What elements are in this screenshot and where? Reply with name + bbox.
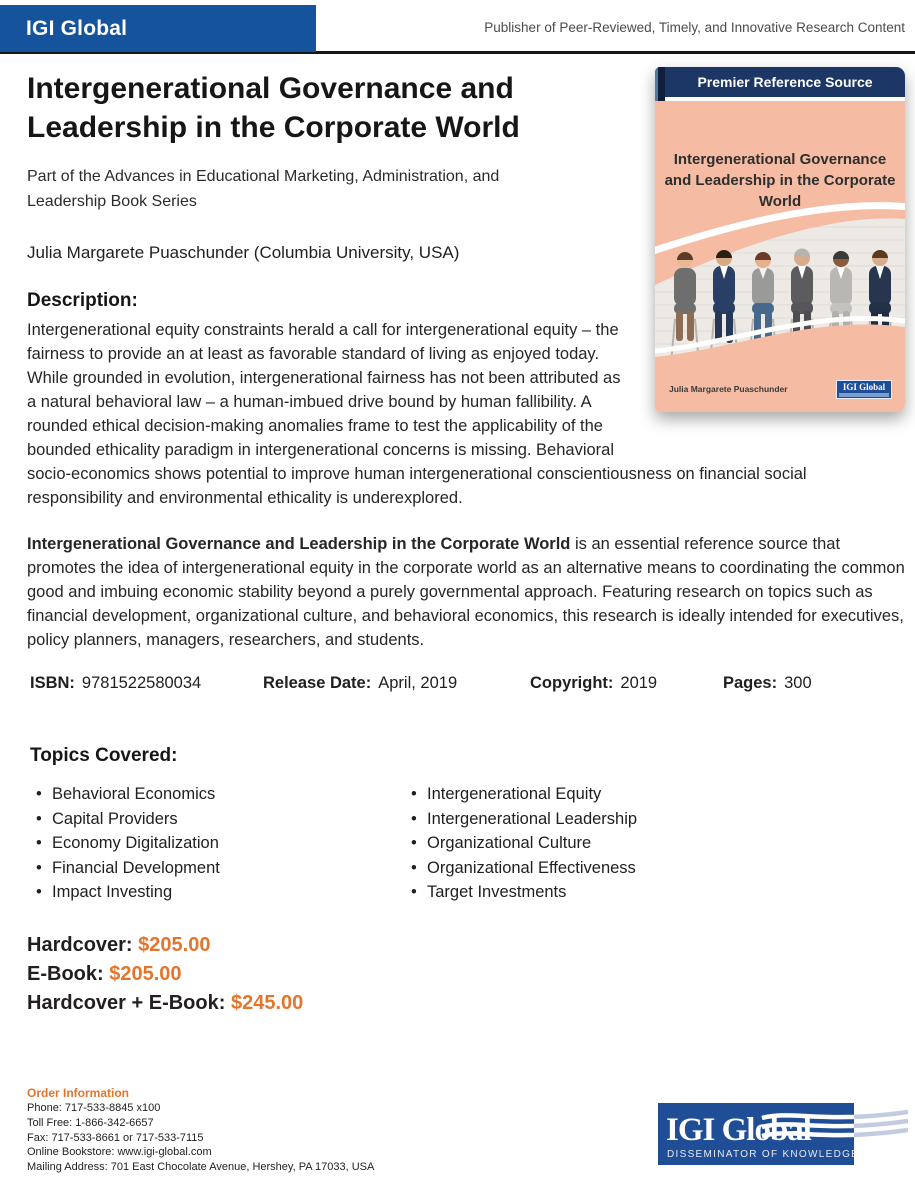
- price-value: $245.00: [230, 991, 304, 1014]
- pages-value: 300: [784, 674, 812, 692]
- copyright-label: Copyright:: [530, 674, 614, 692]
- pages-field: [723, 674, 812, 693]
- order-information: [27, 1086, 527, 1175]
- description-paragraph-1: Intergenerational equity constraints herald a call for intergenerational equity – the fairness to provide an at least as favorable standard of living as enjoyed today. While grounded in evolution, intergenerational fairness has not been attributed as a natural behavioral law – a human-imbued drive bound by human fallibility. A rounded ethical decision-making anomalies frame to test the applicability of the bounded ethicality paradigm in intergenerational concerns is missing. Behavioral socio-economics shows potential to improve human intergenerational conscientiousness on financial social responsibility and environmental ethicality is underexplored.: [27, 321, 807, 507]
- topics-list-left: [35, 782, 410, 905]
- book-spine: [655, 67, 665, 101]
- igi-global-footer-logo-art: [658, 1103, 908, 1167]
- pricing-block: [27, 931, 905, 1018]
- topic-item: • Organizational Culture: [410, 831, 637, 856]
- igi-global-footer-logo: [658, 1103, 908, 1167]
- price-label: Hardcover + E-Book:: [27, 991, 226, 1014]
- book-cover-artwork: [655, 67, 905, 412]
- copyright-value: 2019: [620, 674, 658, 692]
- main-content: [0, 55, 915, 1018]
- price-value: $205.00: [109, 962, 182, 985]
- price-label: E-Book:: [27, 962, 104, 985]
- cover-title: Intergenerational Governance and Leadership in the Corporate World: [664, 151, 896, 210]
- topic-item: • Capital Providers: [35, 807, 410, 832]
- topic-item: • Behavioral Economics: [35, 782, 410, 807]
- footer-logo-sub-text: DISSEMINATOR OF KNOWLEDGE: [667, 1149, 860, 1160]
- topic-item: • Intergenerational Equity: [410, 782, 637, 807]
- author-line: Julia Margarete Puaschunder (Columbia University, USA): [27, 243, 460, 262]
- igi-global-header-logo-text: IGI Global: [26, 17, 128, 40]
- topics-list-right: [410, 782, 637, 905]
- cover-igi-logo-bar: [839, 393, 889, 397]
- release-date-label: Release Date:: [263, 674, 372, 692]
- book-details-row: [27, 674, 905, 693]
- price-label: Hardcover:: [27, 933, 133, 956]
- publisher-tagline: Publisher of Peer-Reviewed, Timely, and Innovative Research Content: [484, 20, 905, 35]
- description-bold-title: Intergenerational Governance and Leadership in the Corporate World: [27, 535, 571, 553]
- isbn-value: 9781522580034: [81, 674, 202, 692]
- copyright-field: [530, 674, 723, 693]
- cover-author: Julia Margarete Puaschunder: [669, 384, 788, 394]
- price-value: $205.00: [138, 933, 211, 956]
- price-ebook: [27, 960, 905, 989]
- order-mailing-address: Mailing Address: 701 East Chocolate Avenue, Hershey, PA 17033, USA: [27, 1161, 375, 1174]
- topic-item: • Financial Development: [35, 856, 410, 881]
- price-bundle: [27, 989, 905, 1018]
- cover-banner: Premier Reference Source: [697, 74, 873, 90]
- cover-igi-logo: [836, 380, 892, 399]
- pages-label: Pages:: [723, 674, 778, 692]
- footer-logo-main-text: IGI Global: [666, 1112, 811, 1148]
- igi-global-header-logo: [0, 5, 316, 52]
- topic-item: • Impact Investing: [35, 880, 410, 905]
- description-paragraph-2: [27, 532, 905, 652]
- price-hardcover: [27, 931, 905, 960]
- cover-igi-logo-text: IGI Global: [842, 382, 886, 392]
- order-phone: Phone: 717-533-8845 x100: [27, 1102, 161, 1114]
- topic-item: • Target Investments: [410, 880, 637, 905]
- order-bookstore-url: Online Bookstore: www.igi-global.com: [27, 1146, 212, 1159]
- series-note: Part of the Advances in Educational Marketing, Administration, and Leadership Book Series: [27, 168, 500, 210]
- isbn-field: [30, 674, 263, 693]
- order-information-heading: Order Information: [27, 1086, 130, 1100]
- release-date-field: [263, 674, 530, 693]
- description-paragraph-2-rest: is an essential reference source that promotes the idea of intergenerational equity in the corporate world as an alternative means to coordinating the common good and imbuing economic stability beyond a purely governmental approach. Featuring research on topics such as financial development, organizational culture, and behavioral economics, this research is ideally intended for executives, policy planners, managers, researchers, and students.: [27, 535, 905, 649]
- topic-item: • Intergenerational Leadership: [410, 807, 637, 832]
- release-date-value: April, 2019: [378, 674, 458, 692]
- topics-heading: Topics Covered:: [30, 745, 178, 766]
- order-fax: Fax: 717-533-8661 or 717-533-7115: [27, 1131, 204, 1144]
- page-header: [0, 0, 915, 55]
- description-heading: Description:: [27, 290, 138, 311]
- topic-item: • Economy Digitalization: [35, 831, 410, 856]
- order-tollfree: Toll Free: 1-866-342-6657: [27, 1116, 154, 1129]
- topics-lists: [27, 782, 905, 905]
- book-cover: [655, 67, 905, 412]
- topic-item: • Organizational Effectiveness: [410, 856, 637, 881]
- page-title: Intergenerational Governance and Leadership in the Corporate World: [27, 72, 520, 144]
- isbn-label: ISBN:: [30, 674, 75, 692]
